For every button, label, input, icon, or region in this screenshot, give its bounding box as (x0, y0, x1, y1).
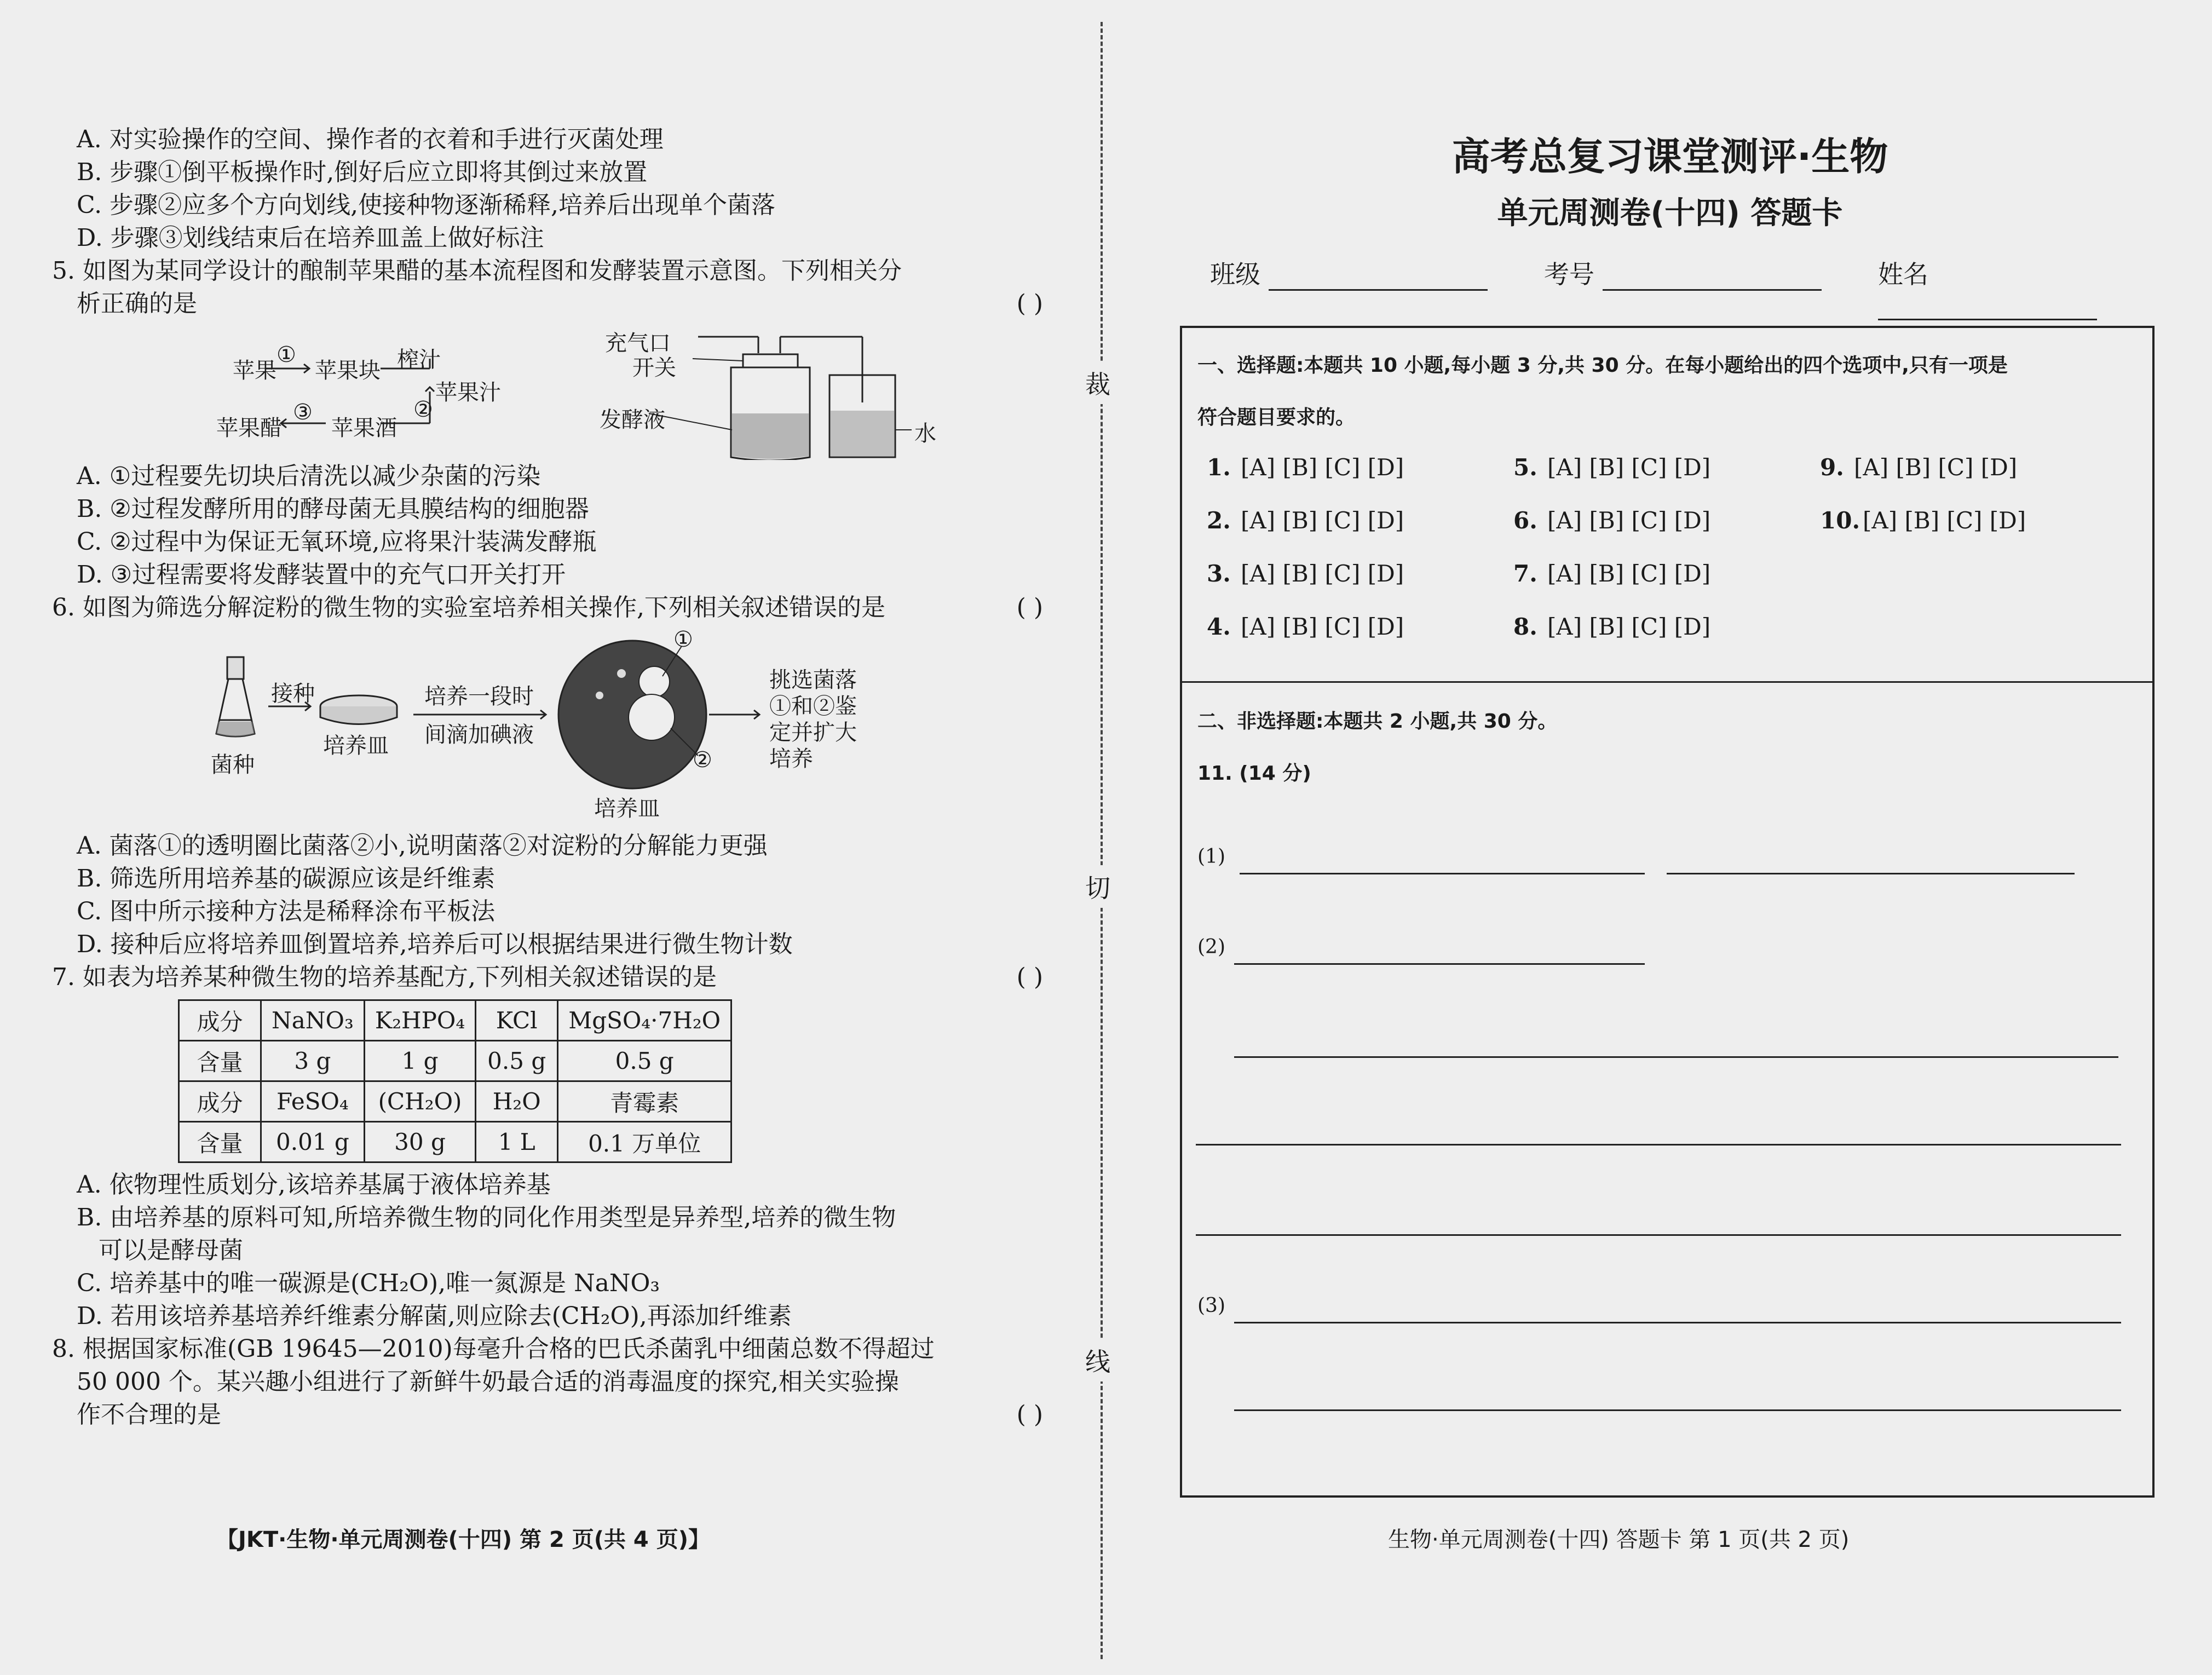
label-pick1: 挑选菌落 (769, 667, 857, 693)
right-page-footer: 生物·单元周测卷(十四) 答题卡 第 1 页(共 2 页) (1388, 1527, 1850, 1552)
table-cell: 含量 (179, 1041, 261, 1081)
answer-line-1b[interactable] (1667, 873, 2075, 874)
sub-label-3: (3) (1197, 1294, 1225, 1317)
q6-answer-paren: ( ) (1016, 594, 1043, 621)
q7-option-a: A. 依物理性质划分,该培养基属于液体培养基 (77, 1171, 551, 1199)
q5-option-d: D. ③过程需要将发酵装置中的充气口开关打开 (77, 561, 566, 589)
answer-line-2b[interactable] (1234, 1056, 2118, 1058)
table-row (179, 1041, 731, 1081)
cut-line (1101, 22, 1103, 1659)
q11-label: 11. (14 分) (1197, 762, 1311, 785)
table-cell: 成分 (179, 1000, 261, 1041)
label-dish1: 培养皿 (323, 733, 389, 758)
q4-option-c: C. 步骤②应多个方向划线,使接种物逐渐稀释,培养后出现单个菌落 (77, 191, 776, 219)
label-apple-wine: 苹果酒 (331, 416, 397, 441)
table-cell: 0.5 g (558, 1041, 731, 1081)
question-5 (52, 255, 1043, 591)
label-strain: 菌种 (211, 752, 255, 778)
table-cell: MgSO₄·7H₂O (558, 1000, 731, 1041)
q5-diagram (52, 320, 1043, 460)
q5-option-c: C. ②过程中为保证无氧环境,应将果汁装满发酵瓶 (77, 528, 597, 556)
q6-diagram (52, 624, 1043, 830)
choice-row-2[interactable]: 2. [A] [B] [C] [D] (1207, 507, 1404, 534)
table-cell: 含量 (179, 1122, 261, 1162)
table-cell: 成分 (179, 1081, 261, 1122)
answer-line-3b[interactable] (1234, 1409, 2121, 1411)
label-step2: ② (413, 397, 433, 422)
answer-line-2d[interactable] (1196, 1234, 2121, 1236)
table-cell: 1 L (476, 1122, 558, 1162)
section1-heading-line1: 一、选择题:本题共 10 小题,每小题 3 分,共 30 分。在每小题给出的四个选项中,只有一项是 (1197, 354, 2008, 377)
q8-answer-paren: ( ) (1016, 1401, 1043, 1429)
answer-box (1180, 326, 2155, 1498)
table-cell: 30 g (364, 1122, 475, 1162)
q7-answer-paren: ( ) (1016, 963, 1043, 991)
q6-option-a: A. 菌落①的透明圈比菌落②小,说明菌落②对淀粉的分解能力更强 (77, 832, 768, 860)
q5-stem-line1: 5. 如图为某同学设计的酿制苹果醋的基本流程图和发酵装置示意图。下列相关分 (52, 257, 902, 285)
label-apple-pieces: 苹果块 (315, 358, 381, 383)
label-pick2: ①和②鉴 (769, 694, 857, 719)
choice-row-6[interactable]: 6. [A] [B] [C] [D] (1513, 507, 1711, 534)
q6-option-c: C. 图中所示接种方法是稀释涂布平板法 (77, 897, 496, 925)
ferment-liquid-fill (732, 411, 894, 459)
q4-option-d: D. 步骤③划线结束后在培养皿盖上做好标注 (77, 224, 544, 252)
label-step3: ③ (293, 400, 313, 425)
cut-label-2: 切 (1085, 865, 1110, 908)
label-juice-press: 榨汁 (397, 347, 441, 372)
culture-plate-icon (558, 641, 706, 788)
sub-label-2: (2) (1197, 936, 1225, 958)
label-colony1: ① (673, 627, 693, 652)
table-cell: 0.01 g (261, 1122, 365, 1162)
label-apple: 苹果 (233, 358, 276, 383)
name-label: 姓名 (1878, 260, 1928, 289)
table-cell: H₂O (476, 1081, 558, 1122)
choice-row-8[interactable]: 8. [A] [B] [C] [D] (1513, 613, 1711, 640)
medium-recipe-table (178, 999, 732, 1163)
label-pick3: 定并扩大 (769, 720, 857, 745)
label-colony2: ② (693, 747, 712, 773)
class-field[interactable] (1269, 264, 1488, 291)
label-apple-vinegar: 苹果醋 (216, 416, 282, 441)
q6-option-d: D. 接种后应将培养皿倒置培养,培养后可以根据结果进行微生物计数 (77, 930, 793, 958)
choice-row-3[interactable]: 3. [A] [B] [C] [D] (1207, 560, 1404, 587)
q7-option-c: C. 培养基中的唯一碳源是(CH₂O),唯一氮源是 NaNO₃ (77, 1269, 660, 1297)
choice-row-1[interactable]: 1. [A] [B] [C] [D] (1207, 454, 1404, 481)
q8-line1: 8. 根据国家标准(GB 19645—2010)每毫升合格的巴氏杀菌乳中细菌总数不得超过 (52, 1335, 935, 1363)
choice-row-5[interactable]: 5. [A] [B] [C] [D] (1513, 454, 1711, 481)
choice-row-10[interactable]: 10. [A] [B] [C] [D] (1820, 507, 2026, 534)
answer-line-3a[interactable] (1234, 1322, 2121, 1323)
table-cell: 青霉素 (558, 1081, 731, 1122)
q6-culture-drawing (52, 624, 1043, 830)
label-inoculate: 接种 (271, 681, 315, 706)
question-7 (52, 961, 1043, 1333)
q5-stem-line2: 析正确的是 (77, 290, 197, 318)
table-row (179, 1000, 731, 1041)
label-pick4: 培养 (769, 746, 813, 772)
q6-option-b: B. 筛选所用培养基的碳源应该是纤维素 (77, 865, 496, 893)
table-cell: (CH₂O) (364, 1081, 475, 1122)
section-divider (1182, 681, 2152, 683)
table-cell: FeSO₄ (261, 1081, 365, 1122)
question-8 (52, 1333, 1043, 1431)
section1-heading-line2: 符合题目要求的。 (1197, 406, 1356, 429)
cut-label-1: 裁 (1085, 361, 1110, 404)
label-ferment-liquid: 发酵液 (600, 407, 665, 433)
q4-option-a: A. 对实验操作的空间、操作者的衣着和手进行灭菌处理 (77, 125, 664, 153)
name-field[interactable] (1878, 294, 2097, 320)
q8-line2: 50 000 个。某兴趣小组进行了新鲜牛奶最合适的消毒温度的探究,相关实验操 (77, 1368, 899, 1396)
table-cell: 0.1 万单位 (558, 1122, 731, 1162)
label-water: 水 (914, 421, 936, 446)
q4-option-b: B. 步骤①倒平板操作时,倒好后应立即将其倒过来放置 (77, 158, 648, 186)
label-dish2: 培养皿 (594, 796, 660, 821)
q5-option-b: B. ②过程发酵所用的酵母菌无具膜结构的细胞器 (77, 495, 589, 523)
q5-flow-arrows (52, 320, 1043, 460)
table-cell: K₂HPO₄ (364, 1000, 475, 1041)
label-inlet: 充气口 (605, 331, 671, 356)
exam-no-field[interactable] (1603, 264, 1822, 291)
table-cell: NaNO₃ (261, 1000, 365, 1041)
table-cell: 1 g (364, 1041, 475, 1081)
choice-row-7[interactable]: 7. [A] [B] [C] [D] (1513, 560, 1711, 587)
sub-label-1: (1) (1197, 845, 1225, 868)
choice-row-4[interactable]: 4. [A] [B] [C] [D] (1207, 613, 1404, 640)
cut-label-3: 线 (1085, 1339, 1110, 1382)
table-cell: 3 g (261, 1041, 365, 1081)
q7-option-b-line2: 可以是酵母菌 (99, 1236, 243, 1264)
label-switch: 开关 (632, 355, 676, 381)
q6-stem: 6. 如图为筛选分解淀粉的微生物的实验室培养相关操作,下列相关叙述错误的是 (52, 594, 885, 621)
q5-option-a: A. ①过程要先切块后清洗以减少杂菌的污染 (77, 462, 541, 490)
label-culture2: 间滴加碘液 (424, 722, 534, 747)
class-label: 班级 (1210, 260, 1260, 289)
q7-stem: 7. 如表为培养某种微生物的培养基配方,下列相关叙述错误的是 (52, 963, 717, 991)
table-row (179, 1122, 731, 1162)
choice-row-9[interactable]: 9. [A] [B] [C] [D] (1820, 454, 2018, 481)
table-cell: 0.5 g (476, 1041, 558, 1081)
q7-option-d: D. 若用该培养基培养纤维素分解菌,则应除去(CH₂O),再添加纤维素 (77, 1302, 792, 1330)
label-step1: ① (276, 342, 296, 367)
q7-option-b-line1: B. 由培养基的原料可知,所培养微生物的同化作用类型是异养型,培养的微生物 (77, 1204, 896, 1231)
label-culture1: 培养一段时 (424, 684, 534, 709)
answer-card-title: 高考总复习课堂测评·生物 (1451, 134, 1888, 179)
q5-answer-paren: ( ) (1016, 290, 1043, 318)
left-page-footer: 【JKT·生物·单元周测卷(十四) 第 2 页(共 4 页)】 (216, 1527, 710, 1552)
answer-card-subtitle: 单元周测卷(十四) 答题卡 (1497, 195, 1843, 231)
left-page (52, 123, 1043, 1431)
q8-line3: 作不合理的是 (77, 1401, 221, 1429)
question-6 (52, 591, 1043, 961)
answer-line-2a[interactable] (1234, 963, 1645, 965)
q4-options (52, 123, 1043, 255)
answer-line-1a[interactable] (1240, 873, 1645, 874)
answer-line-2c[interactable] (1196, 1144, 2121, 1146)
section2-heading: 二、非选择题:本题共 2 小题,共 30 分。 (1197, 710, 1558, 733)
label-apple-juice: 苹果汁 (435, 380, 501, 405)
table-cell: KCl (476, 1000, 558, 1041)
petri-dish-icon (320, 695, 397, 724)
exam-no-label: 考号 (1544, 260, 1594, 289)
table-row (179, 1081, 731, 1122)
